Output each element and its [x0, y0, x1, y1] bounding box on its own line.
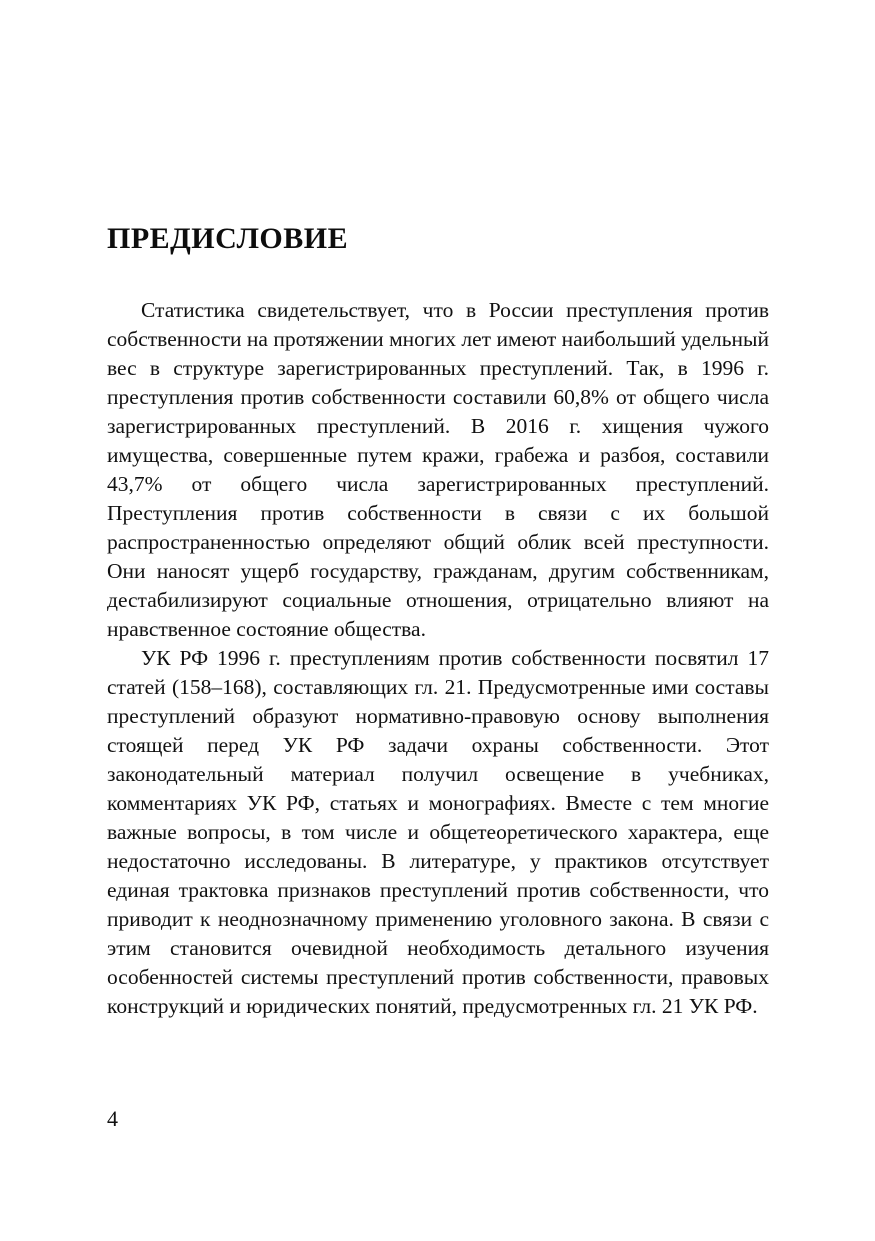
body-text [107, 296, 769, 1021]
paragraph-criminal-code: УК РФ 1996 г. преступлениям против собственности посвятил 17 статей (158–168), составляющих гл. 21. Предусмотренные ими составы преступлений образуют нормативно-правовую основу выполнения стоящей перед УК РФ задачи охраны собственности. Этот законодательный материал получил освещение в учебниках, комментариях УК РФ, статьях и монографиях. Вместе с тем многие важные вопросы, в том числе и общетеоретического характера, еще недостаточно исследованы. В литературе, у практиков отсутствует единая трактовка признаков преступлений против собственности, что приводит к неоднозначному применению уголовного закона. В связи с этим становится очевидной необходимость детального изучения особенностей системы преступлений против собственности, правовых конструкций и юридических понятий, предусмотренных гл. 21 УК РФ. [107, 646, 769, 1018]
paragraph-statistics: Статистика свидетельствует, что в России преступления против собственности на протяжении многих лет имеют наибольший удельный вес в структуре зарегистрированных преступлений. Так, в 1996 г. преступления против собственности составили 60,8% от общего числа зарегистрированных преступлений. В 2016 г. хищения чужого имущества, совершенные путем кражи, грабежа и разбоя, составили 43,7% от общего числа зарегистрированных преступлений. Преступления против собственности в связи с их большой распространенностью определяют общий облик всей преступности. Они наносят ущерб государству, гражданам, другим собственникам, дестабилизируют социальные отношения, отрицательно влияют на нравственное состояние общества. [107, 298, 769, 641]
page-number: 4 [107, 1106, 118, 1131]
page-title: ПРЕДИСЛОВИЕ [107, 222, 349, 255]
